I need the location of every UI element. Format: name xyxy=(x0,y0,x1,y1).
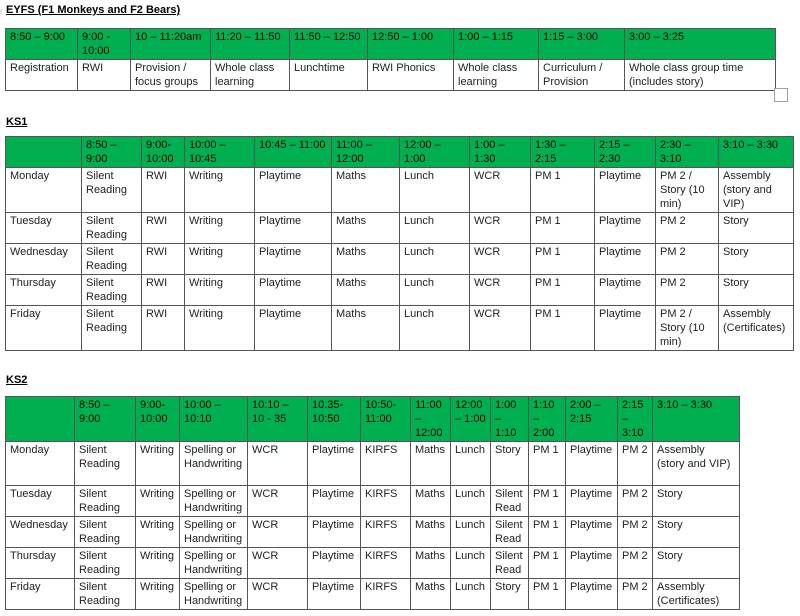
time-header-row xyxy=(6,397,740,442)
day-name-cell: Tuesday xyxy=(6,486,75,517)
lesson-cell: WCR xyxy=(248,548,308,579)
time-slot-header: 1:10 – 2:00 xyxy=(529,397,566,442)
time-slot-header: 10:00 – 10:10 xyxy=(180,397,248,442)
lesson-cell: Assembly (story and VIP) xyxy=(653,442,740,486)
lesson-cell: PM 2 xyxy=(618,442,653,486)
time-slot-header: 12:00 – 1:00 xyxy=(451,397,491,442)
lesson-cell: PM 1 xyxy=(531,306,595,351)
lesson-cell: PM 1 xyxy=(529,442,566,486)
time-slot-header: 8:50 – 9:00 xyxy=(82,137,142,168)
lesson-cell: Silent Reading xyxy=(75,579,136,610)
time-slot-header: 1:15 – 3:00 xyxy=(539,29,625,60)
day-row xyxy=(6,306,794,351)
time-slot-header: 10:50- 11:00 xyxy=(361,397,411,442)
activity-cell: Whole class group time (includes story) xyxy=(625,60,776,91)
lesson-cell: Writing xyxy=(185,275,255,306)
lesson-cell: Playtime xyxy=(308,579,361,610)
lesson-cell: WCR xyxy=(470,168,531,213)
lesson-cell: Playtime xyxy=(595,306,656,351)
day-row xyxy=(6,548,740,579)
lesson-cell: Playtime xyxy=(595,244,656,275)
lesson-cell: Maths xyxy=(411,486,451,517)
lesson-cell: Playtime xyxy=(308,442,361,486)
lesson-cell: Writing xyxy=(136,486,180,517)
time-slot-header: 10.35- 10:50 xyxy=(308,397,361,442)
lesson-cell: Assembly (Certificates) xyxy=(719,306,794,351)
lesson-cell: WCR xyxy=(248,517,308,548)
activity-cell: Curriculum / Provision xyxy=(539,60,625,91)
lesson-cell: Maths xyxy=(332,306,400,351)
lesson-cell: WCR xyxy=(470,306,531,351)
time-slot-header: 3:10 – 3:30 xyxy=(653,397,740,442)
lesson-cell: Assembly (Certificates) xyxy=(653,579,740,610)
day-name-cell: Monday xyxy=(6,168,82,213)
day-header-cell xyxy=(6,137,82,168)
activity-cell: RWI xyxy=(78,60,131,91)
lesson-cell: Playtime xyxy=(255,244,332,275)
activity-cell: Lunchtime xyxy=(290,60,368,91)
lesson-cell: Playtime xyxy=(255,275,332,306)
activity-row xyxy=(6,60,776,91)
lesson-cell: Story xyxy=(719,244,794,275)
time-slot-header: 2:00 – 2:15 xyxy=(566,397,618,442)
table-move-handle-icon[interactable]: ⁝ xyxy=(0,9,3,16)
day-row xyxy=(6,168,794,213)
lesson-cell: Writing xyxy=(136,548,180,579)
lesson-cell: Silent Reading xyxy=(75,548,136,579)
lesson-cell: PM 1 xyxy=(531,244,595,275)
time-slot-header: 9:00 - 10:00 xyxy=(78,29,131,60)
lesson-cell: Spelling or Handwriting xyxy=(180,442,248,486)
day-row xyxy=(6,517,740,548)
lesson-cell: WCR xyxy=(248,579,308,610)
lesson-cell: Silent Reading xyxy=(75,442,136,486)
lesson-cell: Silent Read xyxy=(491,548,529,579)
lesson-cell: PM 1 xyxy=(531,213,595,244)
lesson-cell: Writing xyxy=(185,306,255,351)
lesson-cell: WCR xyxy=(470,213,531,244)
lesson-cell: Lunch xyxy=(451,442,491,486)
lesson-cell: Silent Reading xyxy=(82,306,142,351)
lesson-cell: Playtime xyxy=(308,517,361,548)
lesson-cell: KIRFS xyxy=(361,486,411,517)
lesson-cell: Playtime xyxy=(255,168,332,213)
lesson-cell: Maths xyxy=(332,275,400,306)
lesson-cell: Story xyxy=(491,579,529,610)
lesson-cell: PM 1 xyxy=(529,486,566,517)
lesson-cell: Maths xyxy=(411,579,451,610)
day-name-cell: Monday xyxy=(6,442,75,486)
day-name-cell: Friday xyxy=(6,306,82,351)
lesson-cell: Maths xyxy=(332,213,400,244)
time-slot-header: 11:20 – 11:50 xyxy=(211,29,290,60)
lesson-cell: RWI xyxy=(142,306,185,351)
day-row xyxy=(6,213,794,244)
lesson-cell: Lunch xyxy=(451,579,491,610)
lesson-cell: Spelling or Handwriting xyxy=(180,548,248,579)
time-header-row xyxy=(6,29,776,60)
lesson-cell: Maths xyxy=(411,442,451,486)
time-slot-header: 2:30 – 3:10 xyxy=(656,137,719,168)
lesson-cell: Maths xyxy=(332,168,400,213)
time-slot-header: 2:15 – 3:10 xyxy=(618,397,653,442)
lesson-cell: PM 2 xyxy=(618,517,653,548)
time-slot-header: 10:45 – 11:00 xyxy=(255,137,332,168)
lesson-cell: PM 1 xyxy=(529,517,566,548)
lesson-cell: Silent Read xyxy=(491,486,529,517)
time-header-row xyxy=(6,137,794,168)
time-slot-header: 3:00 – 3:25 xyxy=(625,29,776,60)
day-row xyxy=(6,275,794,306)
lesson-cell: Writing xyxy=(136,517,180,548)
lesson-cell: Playtime xyxy=(566,579,618,610)
lesson-cell: Story xyxy=(653,548,740,579)
lesson-cell: Silent Reading xyxy=(82,213,142,244)
lesson-cell: Playtime xyxy=(566,517,618,548)
lesson-cell: PM 1 xyxy=(531,275,595,306)
lesson-cell: PM 2 xyxy=(618,548,653,579)
day-header-cell xyxy=(6,397,75,442)
day-name-cell: Friday xyxy=(6,579,75,610)
lesson-cell: Lunch xyxy=(451,517,491,548)
lesson-cell: KIRFS xyxy=(361,517,411,548)
time-slot-header: 1:00 – 1:10 xyxy=(491,397,529,442)
lesson-cell: PM 2 xyxy=(656,213,719,244)
day-row xyxy=(6,442,740,486)
day-name-cell: Tuesday xyxy=(6,213,82,244)
lesson-cell: PM 1 xyxy=(529,579,566,610)
day-row xyxy=(6,244,794,275)
eyfs-timetable xyxy=(5,28,776,91)
activity-cell: RWI Phonics xyxy=(368,60,454,91)
time-slot-header: 9:00- 10:00 xyxy=(142,137,185,168)
time-slot-header: 9:00- 10:00 xyxy=(136,397,180,442)
time-slot-header: 8:50 – 9:00 xyxy=(6,29,78,60)
time-slot-header: 10 – 11:20am xyxy=(131,29,211,60)
time-slot-header: 12:50 – 1:00 xyxy=(368,29,454,60)
lesson-cell: KIRFS xyxy=(361,548,411,579)
activity-cell: Whole class learning xyxy=(454,60,539,91)
lesson-cell: Story xyxy=(491,442,529,486)
lesson-cell: PM 2 xyxy=(618,579,653,610)
lesson-cell: RWI xyxy=(142,213,185,244)
time-slot-header: 1:30 – 2:15 xyxy=(531,137,595,168)
lesson-cell: Lunch xyxy=(400,213,470,244)
lesson-cell: Maths xyxy=(411,517,451,548)
lesson-cell: Playtime xyxy=(566,442,618,486)
lesson-cell: PM 2 xyxy=(656,275,719,306)
lesson-cell: RWI xyxy=(142,275,185,306)
lesson-cell: PM 1 xyxy=(529,548,566,579)
eyfs-title: EYFS (F1 Monkeys and F2 Bears) xyxy=(6,4,181,16)
day-name-cell: Thursday xyxy=(6,548,75,579)
activity-cell: Registration xyxy=(6,60,78,91)
activity-cell: Provision / focus groups xyxy=(131,60,211,91)
lesson-cell: Writing xyxy=(185,168,255,213)
lesson-cell: Maths xyxy=(332,244,400,275)
lesson-cell: WCR xyxy=(470,244,531,275)
time-slot-header: 1:00 – 1:30 xyxy=(470,137,531,168)
time-slot-header: 10:00 – 10:45 xyxy=(185,137,255,168)
lesson-cell: Playtime xyxy=(566,548,618,579)
lesson-cell: Playtime xyxy=(595,275,656,306)
lesson-cell: Silent Reading xyxy=(75,517,136,548)
day-name-cell: Thursday xyxy=(6,275,82,306)
lesson-cell: Maths xyxy=(411,548,451,579)
lesson-cell: Playtime xyxy=(566,486,618,517)
lesson-cell: PM 2 xyxy=(618,486,653,517)
ks2-timetable xyxy=(5,396,740,610)
lesson-cell: WCR xyxy=(248,442,308,486)
time-slot-header: 8:50 – 9:00 xyxy=(75,397,136,442)
lesson-cell: Silent Reading xyxy=(82,168,142,213)
lesson-cell: Lunch xyxy=(400,306,470,351)
lesson-cell: Silent Reading xyxy=(75,486,136,517)
lesson-cell: RWI xyxy=(142,244,185,275)
lesson-cell: Writing xyxy=(185,244,255,275)
time-slot-header: 3:10 – 3:30 xyxy=(719,137,794,168)
lesson-cell: Writing xyxy=(185,213,255,244)
lesson-cell: Spelling or Handwriting xyxy=(180,486,248,517)
lesson-cell: Lunch xyxy=(400,244,470,275)
lesson-cell: PM 1 xyxy=(531,168,595,213)
day-row xyxy=(6,579,740,610)
lesson-cell: KIRFS xyxy=(361,579,411,610)
lesson-cell: Playtime xyxy=(595,213,656,244)
lesson-cell: Playtime xyxy=(308,486,361,517)
lesson-cell: Playtime xyxy=(308,548,361,579)
lesson-cell: Writing xyxy=(136,579,180,610)
lesson-cell: Silent Read xyxy=(491,517,529,548)
lesson-cell: PM 2 / Story (10 min) xyxy=(656,306,719,351)
lesson-cell: Silent Reading xyxy=(82,244,142,275)
ks1-title: KS1 xyxy=(6,116,28,128)
ks2-title: KS2 xyxy=(6,374,28,386)
lesson-cell: PM 2 / Story (10 min) xyxy=(656,168,719,213)
lesson-cell: WCR xyxy=(248,486,308,517)
lesson-cell: Spelling or Handwriting xyxy=(180,517,248,548)
ks1-timetable xyxy=(5,136,794,351)
lesson-cell: Lunch xyxy=(400,275,470,306)
lesson-cell: Lunch xyxy=(451,548,491,579)
lesson-cell: RWI xyxy=(142,168,185,213)
lesson-cell: WCR xyxy=(470,275,531,306)
lesson-cell: KIRFS xyxy=(361,442,411,486)
time-slot-header: 12:00 – 1:00 xyxy=(400,137,470,168)
lesson-cell: Story xyxy=(653,517,740,548)
lesson-cell: PM 2 xyxy=(656,244,719,275)
lesson-cell: Story xyxy=(719,275,794,306)
lesson-cell: Playtime xyxy=(255,213,332,244)
lesson-cell: Writing xyxy=(136,442,180,486)
lesson-cell: Assembly (story and VIP) xyxy=(719,168,794,213)
lesson-cell: Lunch xyxy=(400,168,470,213)
lesson-cell: Lunch xyxy=(451,486,491,517)
time-slot-header: 11:00 – 12:00 xyxy=(411,397,451,442)
time-slot-header: 2:15 – 2:30 xyxy=(595,137,656,168)
time-slot-header: 1:00 – 1:15 xyxy=(454,29,539,60)
activity-cell: Whole class learning xyxy=(211,60,290,91)
lesson-cell: Playtime xyxy=(595,168,656,213)
lesson-cell: Playtime xyxy=(255,306,332,351)
time-slot-header: 11:00 – 12:00 xyxy=(332,137,400,168)
lesson-cell: Spelling or Handwriting xyxy=(180,579,248,610)
lesson-cell: Story xyxy=(653,486,740,517)
day-name-cell: Wednesday xyxy=(6,517,75,548)
day-row xyxy=(6,486,740,517)
lesson-cell: Story xyxy=(719,213,794,244)
table-resize-handle[interactable] xyxy=(774,88,788,102)
lesson-cell: Silent Reading xyxy=(82,275,142,306)
day-name-cell: Wednesday xyxy=(6,244,82,275)
time-slot-header: 10:10 – 10 - 35 xyxy=(248,397,308,442)
time-slot-header: 11:50 – 12:50 xyxy=(290,29,368,60)
